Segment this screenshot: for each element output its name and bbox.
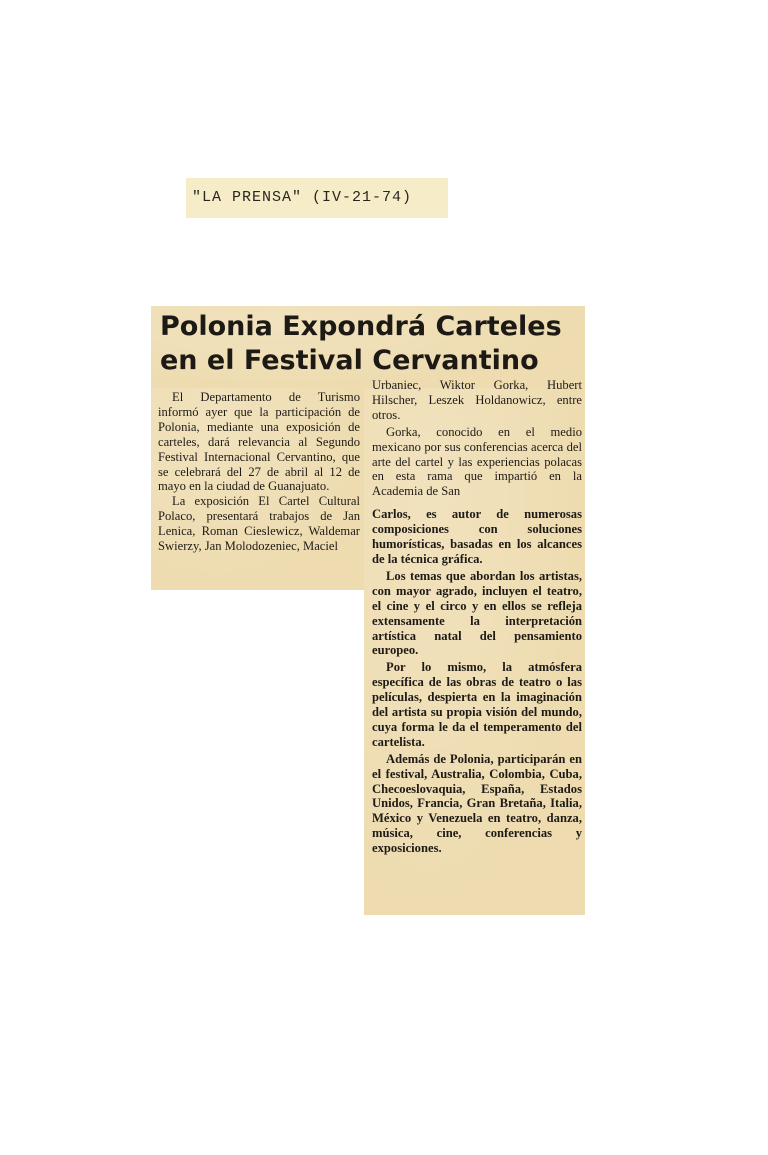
article-column-right: [372, 378, 582, 856]
paragraph: Además de Polonia, participarán en el festival, Australia, Colombia, Cuba, Checoeslovaquia, España, Estados Unidos, Francia, Gran Bretaña, Italia, México y Venezuela en teatro, danza, música, cine, conferencias y exposiciones.: [372, 751, 582, 856]
article-column-left: [158, 390, 360, 554]
article-headline: [160, 310, 585, 378]
headline-line-1: Polonia Expondrá Carteles: [160, 311, 562, 342]
paragraph: Por lo mismo, la atmósfera específica de las obras de teatro o las películas, despierta en la imaginación del artista su propia visión del mundo, cuya forma le da el temperamento del cartelista.: [372, 660, 582, 749]
paragraph: Gorka, conocido en el medio mexicano por sus conferencias acerca del arte del cartel y las experiencias polacas en esta rama que impartió en la Academia de San: [372, 424, 582, 499]
paragraph: El Departamento de Turismo informó ayer que la participación de Polonia, mediante una exposición de carteles, dará relevancia al Segundo Festival Internacional Cervantino, que se celebrará del 27 de abril al 12 de mayo en la ciudad de Guanajuato.: [158, 390, 360, 494]
paragraph: Los temas que abordan los artistas, con mayor agrado, incluyen el teatro, el cine y el circo y en ellos se refleja extensamente la interpretación artística natal del pensamiento europeo.: [372, 568, 582, 658]
paragraph: La exposición El Cartel Cultural Polaco, presentará trabajos de Jan Lenica, Roman Cieslewicz, Waldemar Swierzy, Jan Molodozeniec, Maciel: [158, 494, 360, 554]
paragraph: Carlos, es autor de numerosas composiciones con soluciones humorísticas, basadas en los alcances de la técnica gráfica.: [372, 507, 582, 566]
source-label: "LA PRENSA" (IV-21-74): [186, 178, 448, 218]
paragraph: Urbaniec, Wiktor Gorka, Hubert Hilscher, Leszek Holdanowicz, entre otros.: [372, 378, 582, 422]
headline-line-2: en el Festival Cervantino: [160, 345, 539, 376]
